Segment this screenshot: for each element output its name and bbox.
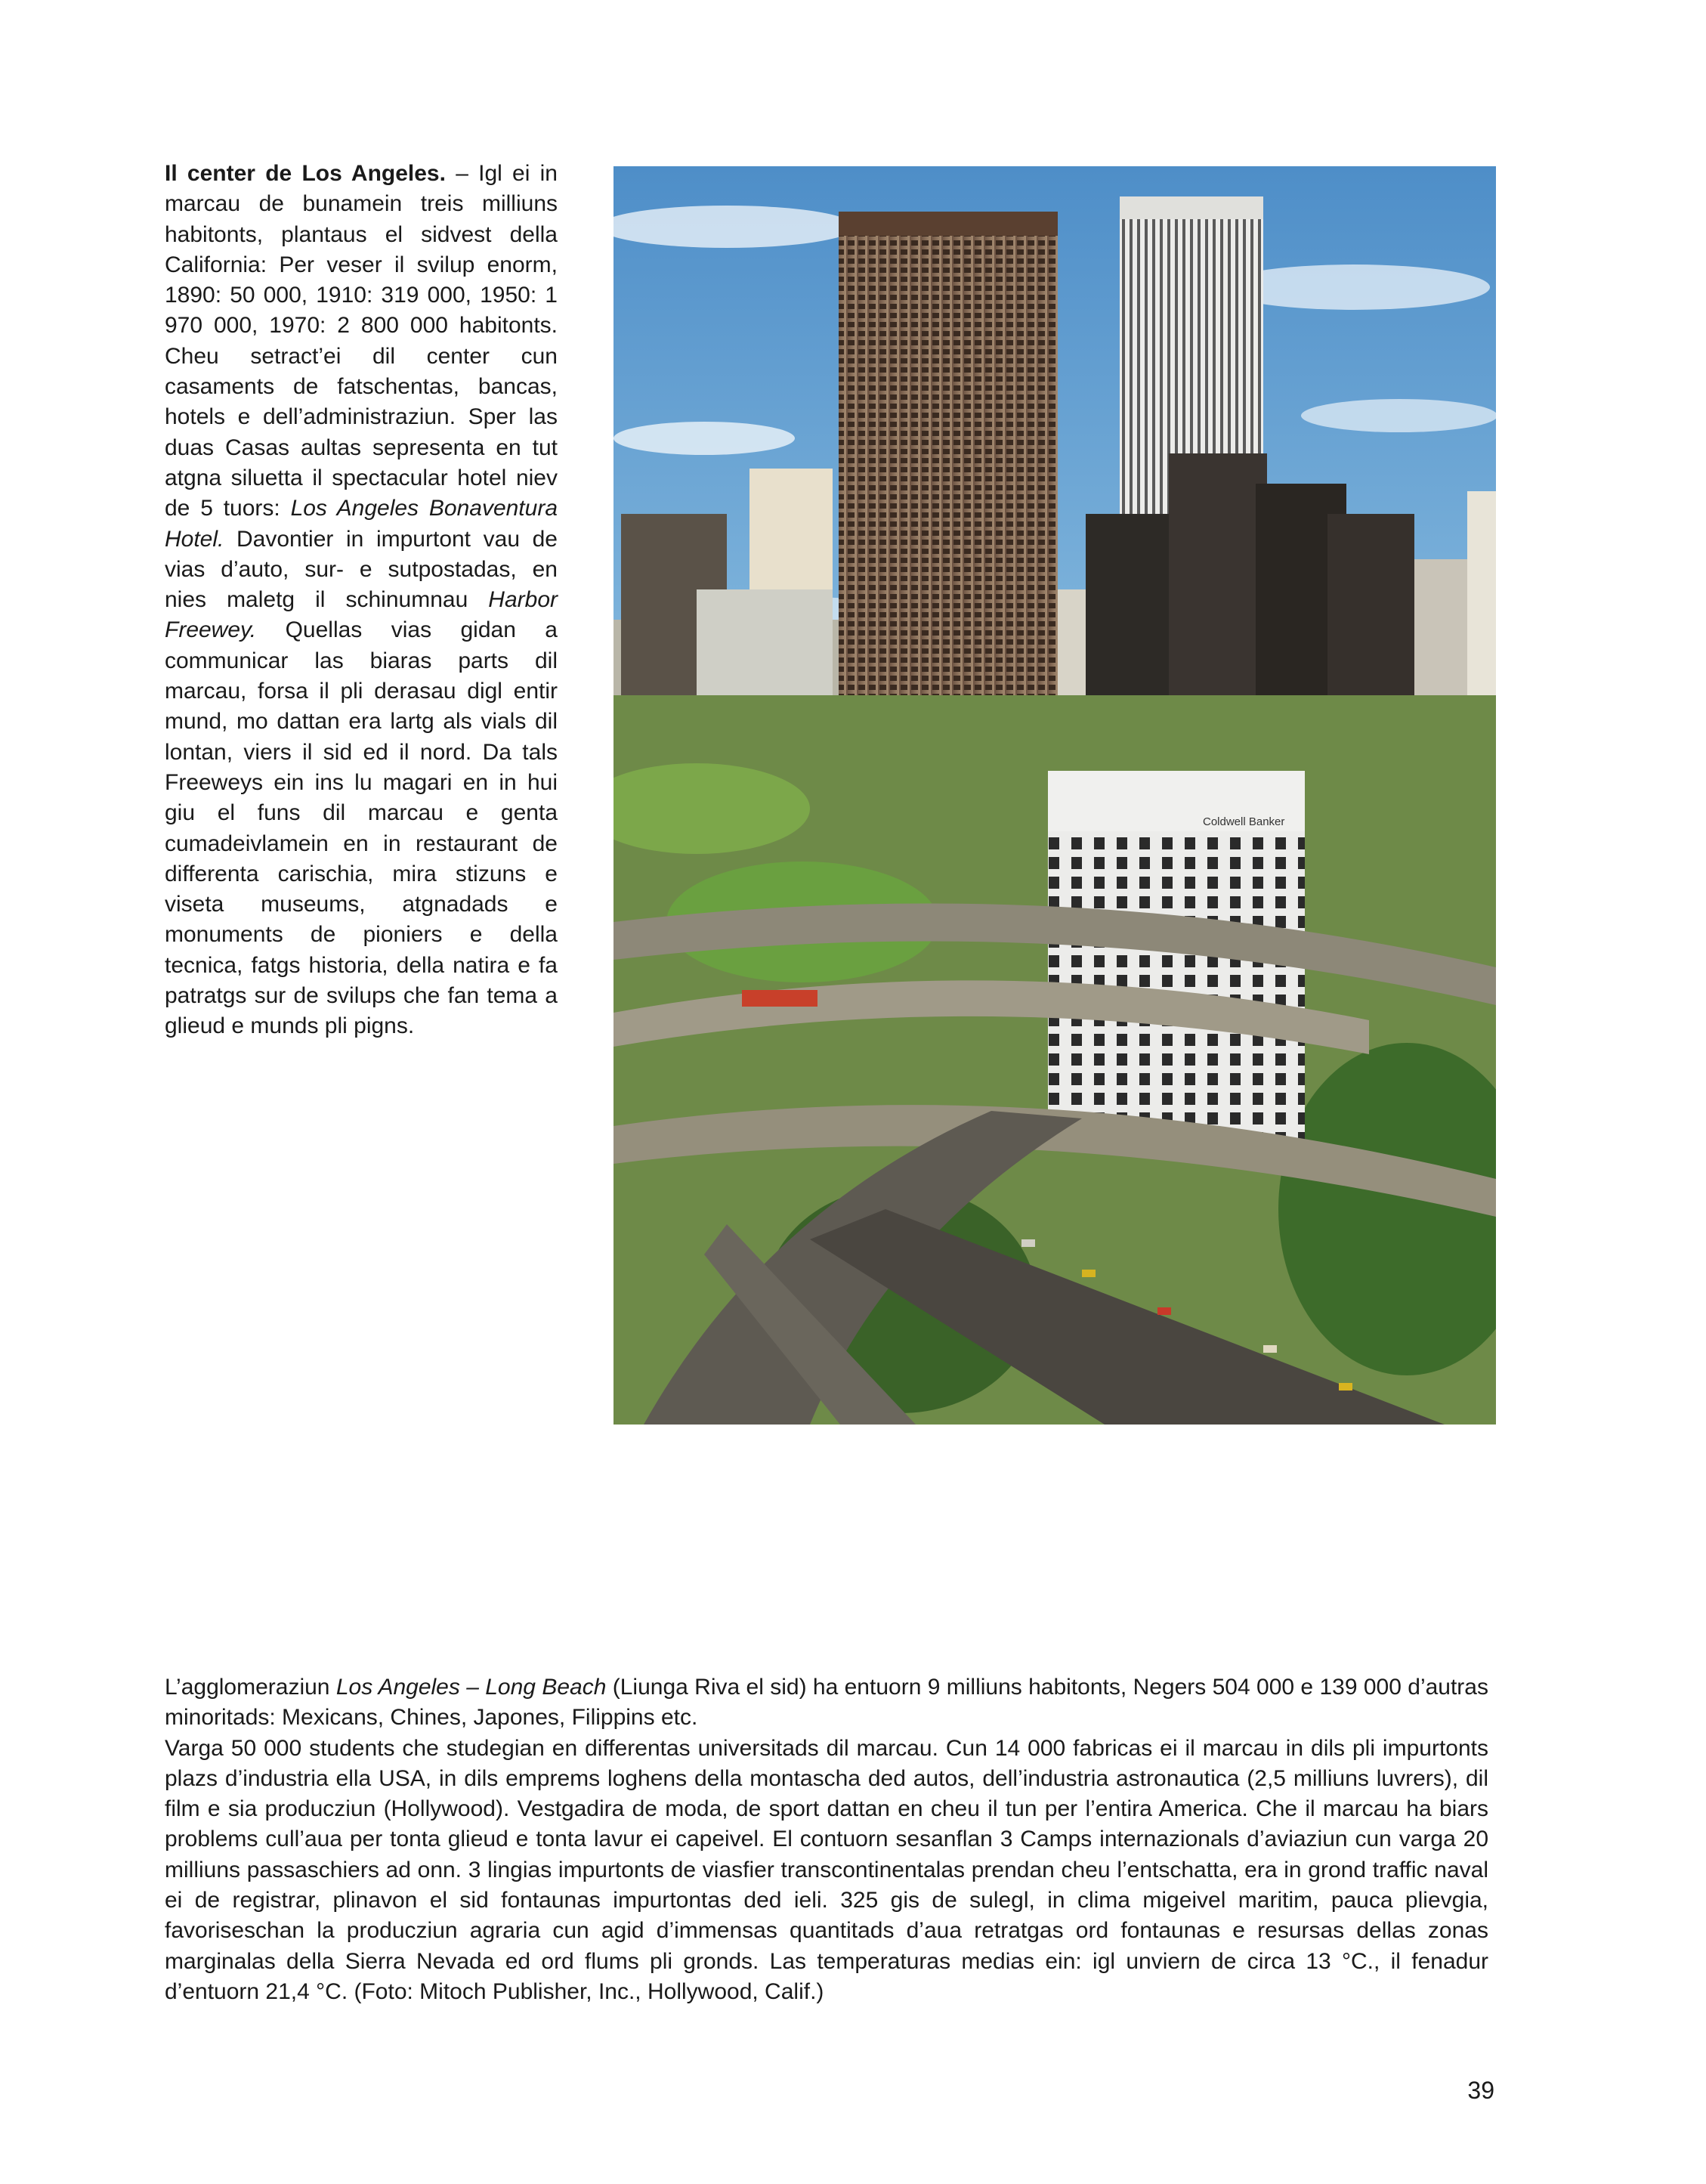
caption-paragraph-1	[165, 1672, 1488, 1734]
photo-sign-coldwell: Coldwell Banker	[1203, 815, 1285, 828]
article-run-3: Davontier in impurtont vau de vias d’auto, sur- e sutpostadas, en nies maletg il schinumnau	[165, 526, 558, 613]
caption-run-2: Los Angeles – Long Beach	[335, 1675, 607, 1700]
city-photo	[613, 166, 1496, 1425]
city-photo-illustration	[613, 166, 1496, 1425]
article-heading: Il center de Los Angeles.	[165, 161, 446, 186]
page-number: 39	[1467, 2077, 1494, 2104]
article-run-5: Quellas vias gidan a communicar las biaras parts dil marcau, forsa il pli derasau digl entir mund, mo dattan era lartg als vials dil lontan, viers il sid ed il nord. Da tals Freeweys ein ins lu magari en in hui giu el funs dil marcau e genta cumadeivlamein en in restaurant de differenta carischia, mira stizuns e viseta museums, atgnadads e monuments de pioniers e della tecnica, fatgs historia, della natira e fa patratgs sur de svilups che fan tema a glieud e munds pli pigns.	[165, 617, 558, 1039]
article-run-1: – Igl ei in marcau de bunamein treis milliuns habitonts, plantaus el sidvest della California: Per veser il svilup enorm, 1890: 50 000, 1910: 319 000, 1950: 1 970 000, 1970: 2 800 000 habitonts. Cheu setract’ei dil center cun casaments de fatschentas, bancas, hotels e dell’administraziun. Sper las duas Casas aultas sepresenta en tut atgna siluetta il spectacular hotel niev de 5 tuors:	[165, 161, 558, 521]
caption-paragraph-2: Varga 50 000 students che studegian en differentas universitads dil marcau. Cun 14 000 fabricas ei il marcau in dils pli impurtonts plazs d’industria ella USA, in dils emprems loghens della montascha ded autos, dell’industria astronautica (2,5 milliuns luvrers), dil film e sia producziun (Hollywood). Vestgadira de moda, de sport dattan en cheu il tun per l’entira America. Che il marcau ha biars problems cull’aua per tonta glieud e tonta lavur ei capeivel. El contuorn sesanflan 3 Camps internazionals d’aviaziun cun varga 20 milliuns passaschiers ad onn. 3 lingias impurtonts de viasfier transcontinentalas prendan cheu l’entschatta, era in grond traffic naval ei de registrar, plinavon el sid fontaunas impurtontas ded ieli. 325 gis de sulegl, in clima migeivel maritim, pauca plievgia, favoriseschan la producziun agraria cun agid d’immensas quantitads d’aua retratgas ord fontaunas e resursas dellas zonas marginalas della Sierra Nevada ed ord flums pli gronds. Las temperaturas medias ein: igl unviern de circa 13 °C., il fenadur d’entuorn 21,4 °C. (Foto: Mitoch Publisher, Inc., Hollywood, Calif.)	[165, 1735, 1488, 2004]
article-text	[165, 159, 558, 1042]
caption	[165, 1672, 1488, 2007]
caption-run-1: L’agglomeraziun	[165, 1675, 336, 1700]
article-run-4: Harbor Freewey.	[165, 587, 558, 643]
article-run-2: Los Angeles Bonaventura Hotel.	[165, 496, 558, 552]
caption-run-3: (Liunga Riva el sid) ha entuorn 9 milliuns habitonts, Negers 504 000 e 139 000 d’autras minoritads: Mexicans, Chines, Japones, Filippins etc.	[165, 1675, 1488, 1731]
